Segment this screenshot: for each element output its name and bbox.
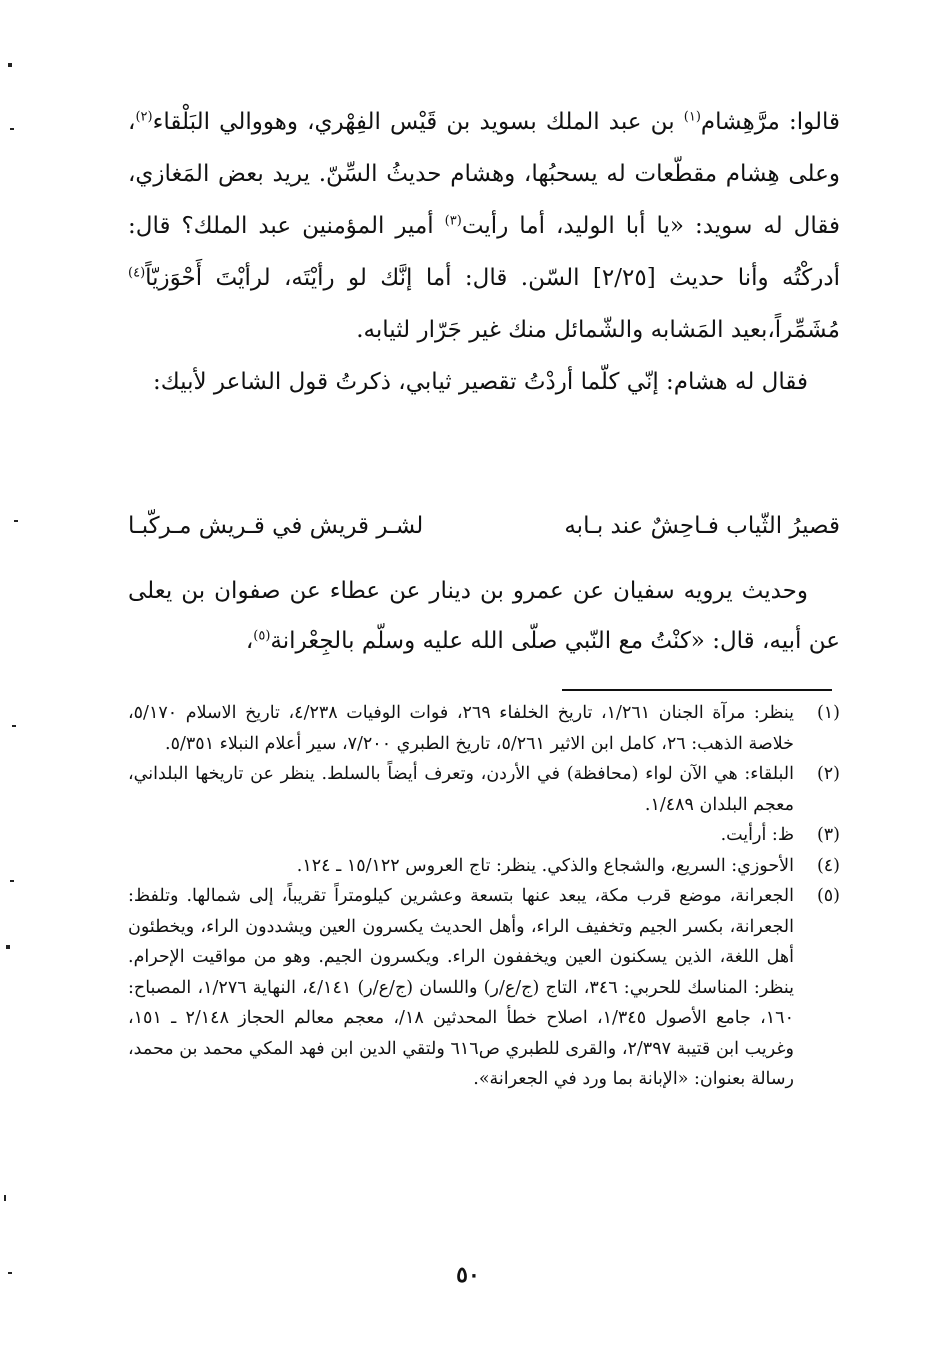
footnote-text: البلقاء: هي الآن لواء (محافظة) في الأردن، وتعرف أيضاً بالسلط. ينظر عن تاريخها البلداني، معجم البلدان ١/٤٨٩.	[128, 764, 794, 815]
footnote-text: الأحوزي: السريع، والشجاع والذكي. ينظر: تاج العروس ١٥/١٢٢ ـ ١٢٤.	[296, 855, 794, 876]
text-run: وحديث يرويه سفيان عن عمرو بن دينار عن عطاء عن صفوان بن يعلى عن أبيه، قال: «كنْتُ مع النّبي صلّى الله عليه وسلّم بالجِعْرانة	[128, 578, 840, 654]
text-run: مُشَمِّراً،بعيد المَشابه والشّمائل منك غير جَرّار لثيابه.	[356, 317, 840, 343]
footnote-ref-2[interactable]: (٢)	[135, 109, 153, 125]
footnote-1	[128, 698, 840, 759]
footnote-5	[128, 881, 840, 1095]
main-text-continued	[128, 566, 840, 666]
verse-hemistich-right: قصيرُ الثّياب فـاحِشٌ عند بـابه	[564, 513, 840, 539]
text-run: قالوا: مرَّهِشام	[700, 109, 840, 135]
footnote-3	[128, 820, 840, 851]
footnote-number: (٤)	[816, 855, 840, 876]
paragraph-2: فقال له هشام: إنّي كلّما أردْتُ تقصير ثيابي، ذكرتُ قول الشاعر لأبيك:	[153, 369, 808, 395]
footnote-4	[128, 851, 840, 882]
footnote-text: ظ: أرأيت.	[720, 825, 794, 845]
paragraph-3	[128, 566, 840, 666]
scan-speck	[12, 725, 16, 727]
footnotes	[128, 698, 840, 1095]
footnote-number: (٥)	[816, 886, 840, 906]
text-run: ، وعلى هِشام مقطّعات له يسحبُها، وهشام حديثُ السِّنّ. يريد بعض المَغازي، فقال له سويد: «يا أبا الوليد، أما رأيت	[128, 109, 840, 239]
text-run: أمير المؤمنين عبد الملك؟ قال: أدركْتُه وأنا حديث [٢/٢٥] السّن. قال: أما إنَّك لو رأيْتَه، لرأيْتَ أَحْوَزيّاً	[128, 213, 840, 291]
scan-speck	[10, 128, 14, 130]
text-run: بن عبد الملك بسويد بن قَيْس الفِهْري، وهووالي البَلْقاء	[152, 109, 684, 135]
poetry-verse	[128, 500, 840, 552]
footnote-ref-3[interactable]: (٣)	[444, 213, 462, 229]
paragraph-1	[128, 96, 840, 356]
scan-speck	[8, 1272, 12, 1274]
scan-speck	[8, 63, 12, 67]
footnote-number: (٣)	[816, 825, 840, 845]
scan-speck	[4, 1195, 6, 1201]
footnote-2	[128, 759, 840, 820]
footnote-ref-4[interactable]: (٤)	[128, 265, 146, 281]
scan-speck	[14, 520, 18, 522]
page-number: ٥٠	[456, 1262, 480, 1288]
main-text	[128, 96, 840, 408]
footnote-ref-5[interactable]: (٥)	[253, 628, 271, 644]
footnote-number: (١)	[816, 703, 840, 723]
text-run: ،	[245, 628, 254, 654]
scan-speck	[10, 880, 14, 882]
verse-hemistich-left: لشـر قريش في قـريش مـركّبـا	[128, 513, 424, 539]
footnote-divider	[562, 689, 832, 691]
footnote-text: الجعرانة، موضع قرب مكة، يبعد عنها بتسعة وعشرين كيلومتراً تقريباً، إلى شمالها. وتلفظ: الجعرانة، بكسر الجيم وتخفيف الراء، وأهل الحديث يكسرون العين ويشددون الراء، ويخطئون أهل اللغة، الذين يسكنون العين ويخففون الراء. ويكسرون الجيم. وهو من مواقيت الإحرام. ينظر: المناسك للحربي: ٣٤٦، التاج (ج/ع/ر) واللسان (ج/ع/ر) ٤/١٤١، النهاية ١/٢٧٦، المصباح: ١٦٠، جامع الأصول ١/٣٤٥، اصلاح خطأ المحدثين ١٨/، معجم معالم الحجاز ٢/١٤٨ ـ ١٥١، وغريب ابن قتيبة ٢/٣٩٧، والقرى للطبري ص٦١٦ ولتقي الدين ابن فهد المكي محمد بن محمد، رسالة بعنوان: «الإبانة بما ورد في الجعرانة».	[128, 886, 794, 1089]
footnote-number: (٢)	[816, 764, 840, 784]
footnote-ref-1[interactable]: (١)	[683, 109, 701, 125]
footnote-text: ينظر: مرآة الجنان ١/٢٦١، تاريخ الخلفاء ٢٦٩، فوات الوفيات ٤/٢٣٨، تاريخ الاسلام ٥/١٧٠، خلاصة الذهب: ٢٦، كامل ابن الاثير ٥/٢٦١، تاريخ الطبري ٧/٢٠٠، سير أعلام النبلاء ٥/٣٥١.	[128, 703, 794, 754]
scan-speck	[6, 945, 10, 949]
